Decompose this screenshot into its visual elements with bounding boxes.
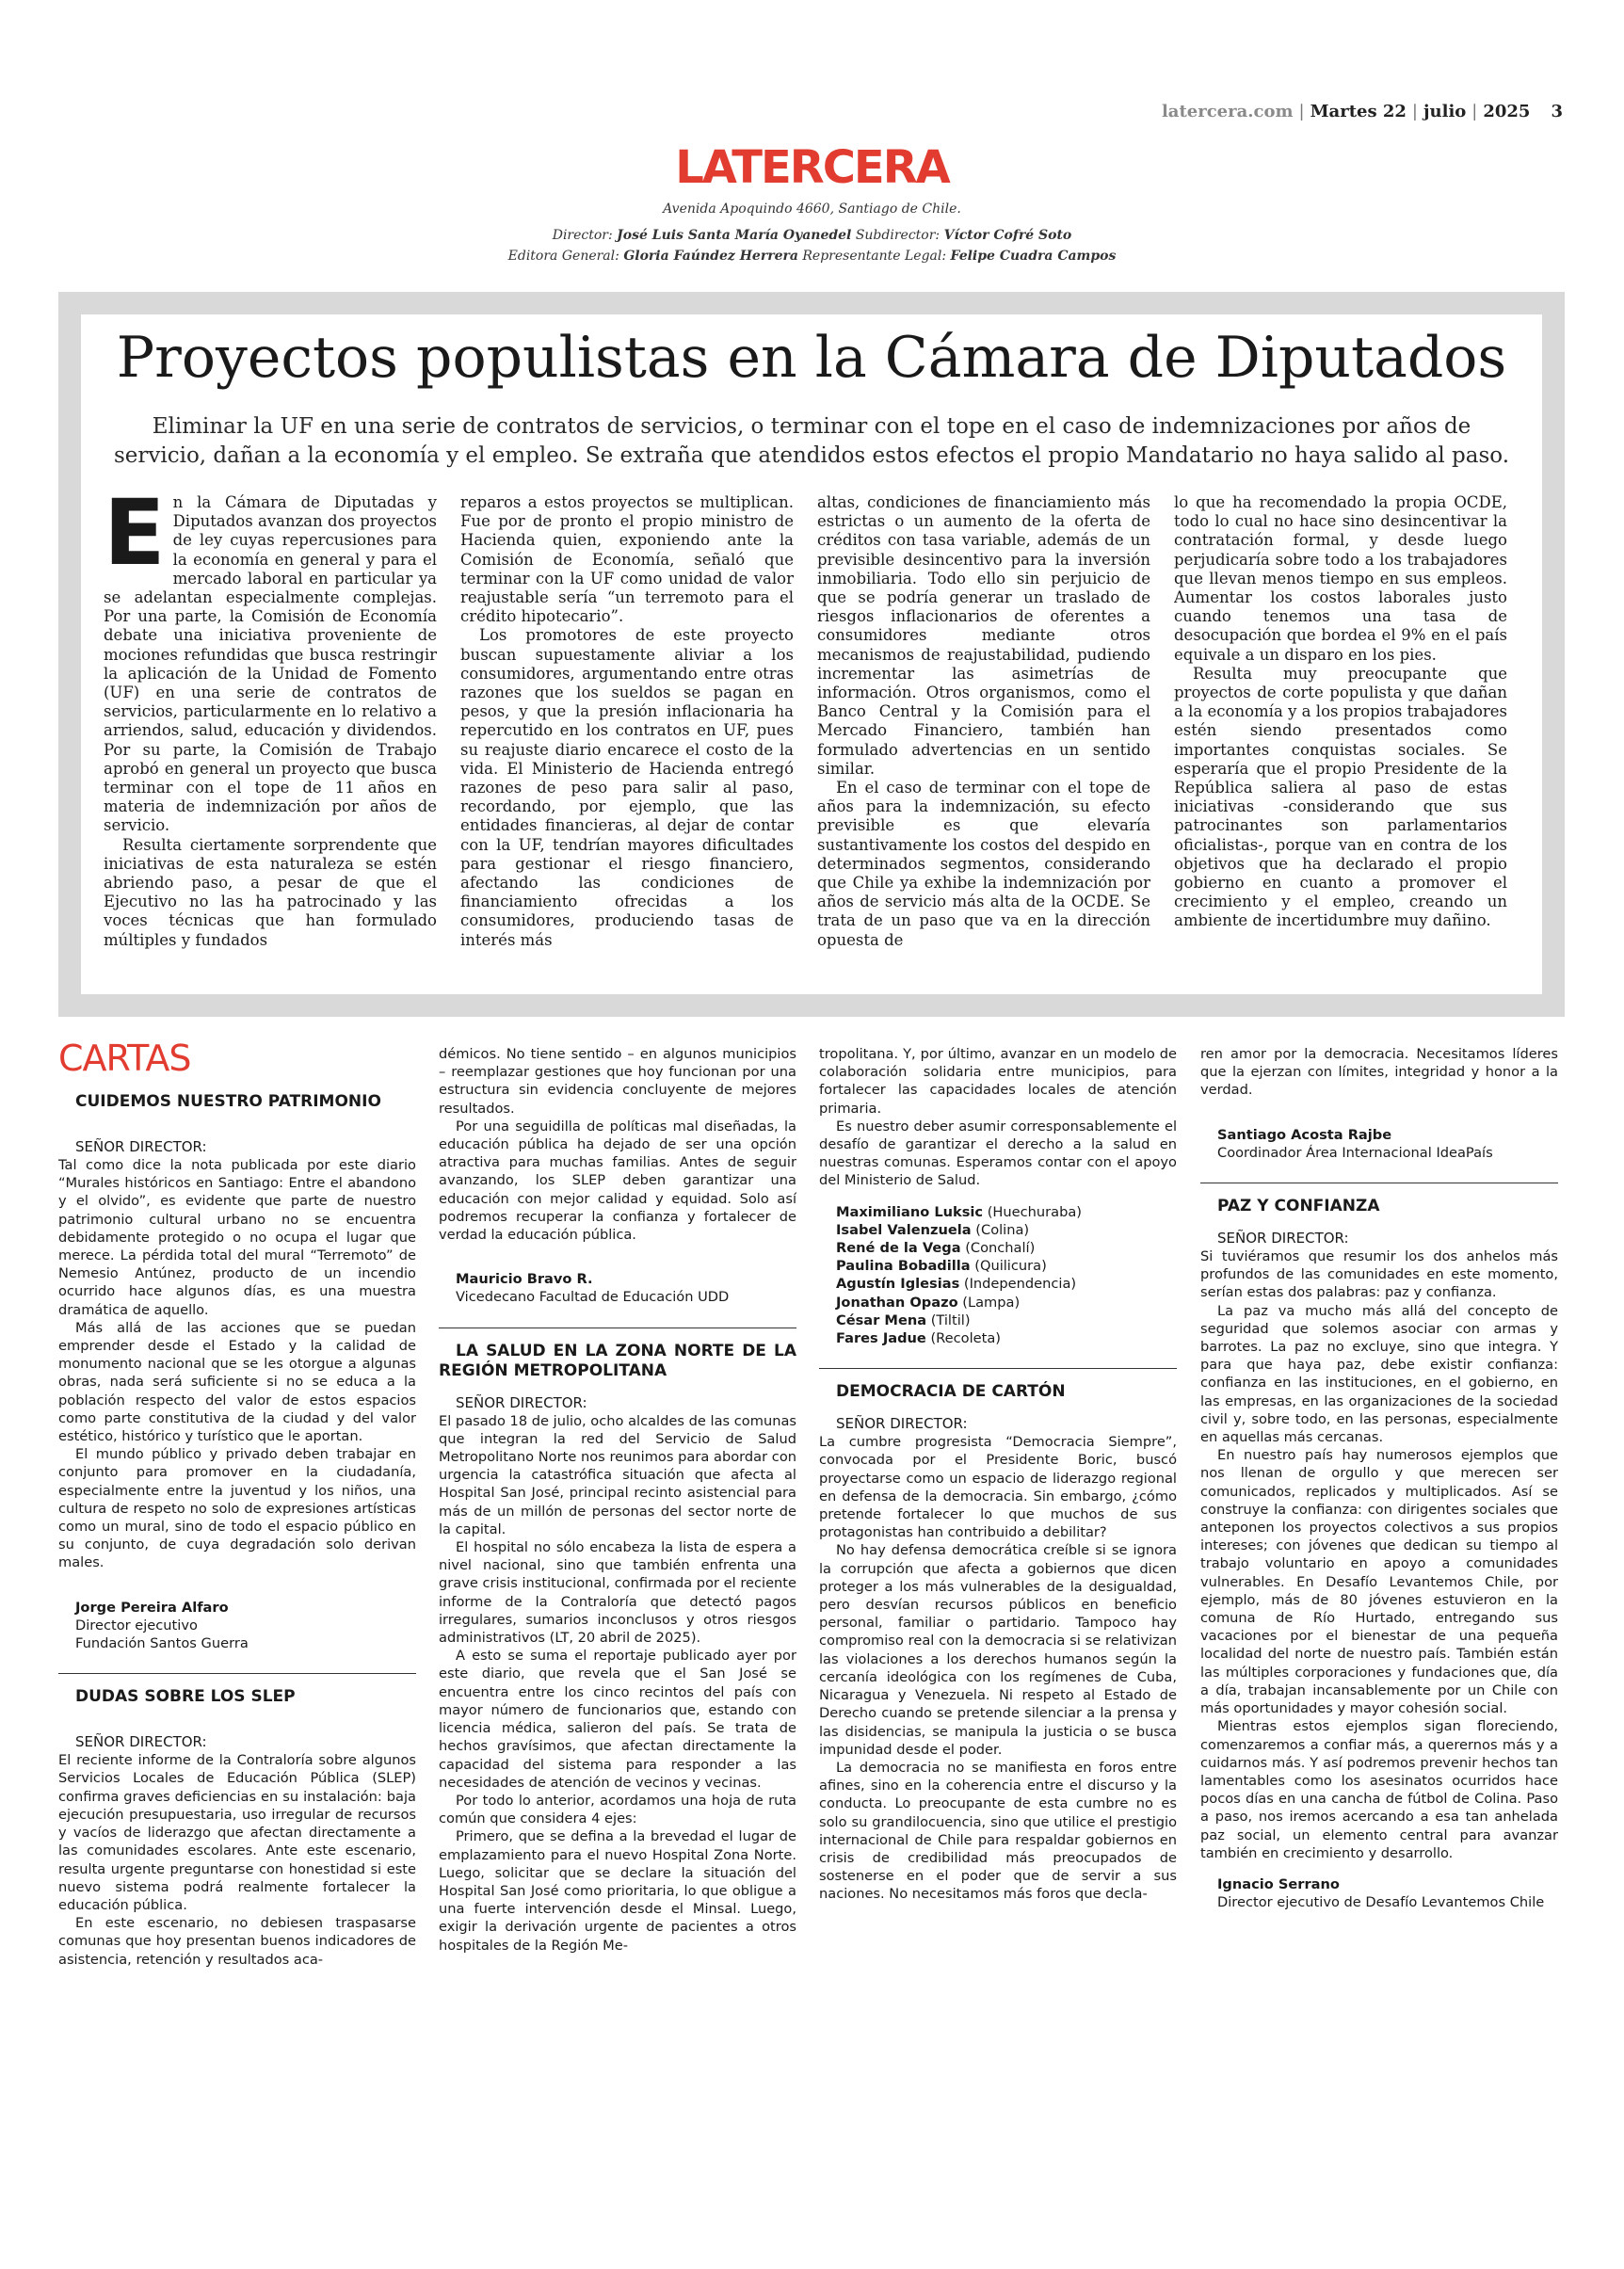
letter-salutation: SEÑOR DIRECTOR: (75, 1138, 207, 1155)
legal-name: Felipe Cuadra Campos (950, 249, 1117, 264)
editorial-paragraph: En el caso de terminar con el tope de años para la indemnización, su efecto previsible es que elevaría sustantivamente los costos del despido en determinados segmentos, considerando que Chile ya exhibe la indemnización por años de servicio más alta de la OCDE. Se trata de un paso que va en la dirección opuesta de (817, 779, 1150, 949)
letter-signer: Santiago Acosta Rajbe (1217, 1126, 1392, 1143)
signer-line: René de la Vega (Conchalí) (836, 1240, 1036, 1257)
letter-salutation: SEÑOR DIRECTOR: (1217, 1230, 1349, 1247)
letter-paragraph: Primero, que se defina a la brevedad el lugar de emplazamiento para el nuevo Hospital Zona Norte. Luego, solicitar que se declare la situación del Hospital San José como prioritaria, lo que obligue a una fuerte intervención desde el Minsal. Luego, exigir la derivación urgente de pacientes a otros hospitales de la Región Me- (439, 1828, 796, 1954)
signer-line: Agustín Iglesias (Independencia) (836, 1276, 1077, 1293)
letter-signer-role: Director ejecutivo (75, 1617, 198, 1633)
letter-title: LA SALUD EN LA ZONA NORTE DE LA REGIÓN METROPOLITANA (439, 1341, 796, 1380)
letter-title: CUIDEMOS NUESTRO PATRIMONIO (75, 1092, 381, 1111)
editorial-column-1 (104, 493, 437, 977)
letter-paragraph: démicos. No tiene sentido – en algunos municipios – reemplazar gestiones que hoy funcionan por una estructura sin evidencia concluyente de mejores resultados. (439, 1046, 796, 1117)
subdirector-label: Subdirector: (855, 228, 941, 243)
editorial-paragraph: altas, condiciones de financiamiento más estrictas o un aumento de la oferta de créditos con tasa variable, además de un previsible desincentivo para la inversión inmobiliaria. Todo ello sin perjuicio de que se podría generar un traslado de riesgos inflacionarios de oferentes a consumidores mediante otros mecanismos de reajustabilidad, pudiendo incrementar las asimetrías de información. Otros organismos, como el Banco Central y la Comisión para el Mercado Financiero, también han formulado advertencias en un sentido similar. (817, 493, 1150, 778)
letter-paragraph: El reciente informe de la Contraloría sobre algunos Servicios Locales de Educación Pública (SLEP) confirma graves deficiencias en su instalación: baja ejecución presupuestaria, uso irregular de recursos y vacíos de liderazgo que afectan directamente a las comunidades escolares. Ante este escenario, resulta urgente preguntarse con honestidad si este nuevo sistema podrá realmente fortalecer la educación pública. (58, 1752, 416, 1913)
letter-signer-role: Coordinador Área Internacional IdeaPaís (1217, 1144, 1493, 1161)
letter-paragraph: Tal como dice la nota publicada por este diario “Murales históricos en Santiago: Entre el abandono y el olvido”, es evidente que parte de nuestro patrimonio cultural urbano no se encuentra debidamente protegido o no ocupa el lugar que merece. La pérdida total del mural “Terremoto” de Nemesio Antúnez, producto de un incendio ocurrido hace algunos días, es una muestra dramática de aquello. (58, 1157, 416, 1318)
signer-line: César Mena (Tiltil) (836, 1312, 971, 1328)
letter-paragraph: Por todo lo anterior, acordamos una hoja de ruta común que considera 4 ejes: (439, 1792, 796, 1827)
letter-salutation: SEÑOR DIRECTOR: (836, 1415, 968, 1433)
editorial-title: Proyectos populistas en la Cámara de Diputados (116, 325, 1507, 391)
letter-paragraph: Si tuviéramos que resumir los dos anhelos más profundos de las comunidades en este momento, serían estas dos palabras: paz y confianza. (1200, 1248, 1558, 1301)
masthead-staff-line2 (0, 249, 1624, 264)
director-name: José Luis Santa María Oyanedel (617, 228, 852, 243)
editorial-column-4 (1174, 493, 1507, 977)
letter-paragraph: El mundo público y privado deben trabajar en conjunto para promover en la ciudadanía, especialmente entre la juventud y los niños, una cultura de respeto no solo de expresiones artísticas como un mural, sino de todo el espacio público en su conjunto, de cuya degradación solo derivan males. (58, 1446, 416, 1571)
letter-paragraph: El pasado 18 de julio, ocho alcaldes de las comunas que integran la red del Servicio de Salud Metropolitano Norte nos reunimos para abordar con urgencia la catastrófica situación que afecta al Hospital San José, principal recinto asistencial para más de un millón de personas del sector norte de la capital. (439, 1412, 796, 1537)
letter-paragraph: No hay defensa democrática creíble si se ignora la corrupción que afecta a gobiernos que dicen proteger a los más vulnerables de la desigualdad, pero desvían recursos públicos en beneficio personal, familiar o partidario. Tampoco hay compromiso real con la democracia si se relativizan las violaciones a los derechos humanos según la cercanía ideológica con los regímenes de Cuba, Nicaragua y Venezuela. Ni respeto al Estado de Derecho cuando se pretende silenciar a la prensa y las disidencias, se manipula la justicia o se busca impunidad desde el poder. (819, 1542, 1177, 1758)
letter-paragraph: La cumbre progresista “Democracia Siempre”, convocada por el Presidente Boric, buscó proyectarse como un espacio de liderazgo regional en defensa de la democracia. Sin embargo, ¿cómo pretende fortalecer lo que muchos de sus protagonistas han contribuido a debilitar? (819, 1434, 1177, 1541)
director-label: Director: (552, 228, 613, 243)
letter-paragraph: La democracia no se manifiesta en foros entre afines, sino en la coherencia entre el discurso y la conducta. Lo preocupante de esta cumbre no es solo su grandilocuencia, sino que utilice el prestigio internacional de Chile para respaldar gobiernos en crisis de credibilidad más preocupados de sostenerse en el poder que de servir a sus naciones. No necesitamos más foros que decla- (819, 1759, 1177, 1903)
site-url[interactable]: latercera.com (1161, 102, 1294, 121)
letter-paragraph: Mientras estos ejemplos sigan floreciendo, comenzaremos a confiar más, a querernos más y a cuidarnos más. Y así podremos prevenir hechos tan lamentables como los asesinatos ocurridos hace pocos días en una cancha de fútbol de Colina. Paso a paso, nos iremos acercando a esa tan anhelada paz social, un elemento central para avanzar también en crecimiento y desarrollo. (1200, 1718, 1558, 1861)
signer-line: Isabel Valenzuela (Colina) (836, 1221, 1030, 1238)
signer-line: Maximiliano Luksic (Huechuraba) (836, 1203, 1082, 1220)
signer-line: Jonathan Opazo (Lampa) (836, 1294, 1021, 1311)
letter-divider (819, 1368, 1177, 1369)
letter-signer: Jorge Pereira Alfaro (75, 1599, 229, 1616)
editorial-paragraph: Resulta muy preocupante que proyectos de corte populista y que dañan a la economía y a los propios trabajadores estén siendo presentados como importantes conquistas sociales. Se esperaría que el propio Presidente de la República saliera al paso de estas iniciativas -considerando que sus patrocinantes son parlamentarios oficialistas-, porque van en contra de los objetivos que ha declarado el propio gobierno en cuanto a promover el crecimiento y el empleo, creando un ambiente de incertidumbre muy dañino. (1174, 664, 1507, 930)
signer-line: Fares Jadue (Recoleta) (836, 1330, 1001, 1347)
letter-paragraph: En este escenario, no debiesen traspasarse comunas que hoy presentan buenos indicadores de asistencia, retención y resultados aca- (58, 1915, 416, 1968)
letter-paragraph: tropolitana. Y, por último, avanzar en un modelo de colaboración solidaria entre municipios, para fortalecer las capacidades locales de atención primaria. (819, 1046, 1177, 1117)
editorial-paragraph: En la Cámara de Diputadas y Diputados avanzan dos proyectos de ley cuyas repercusiones para la economía en general y para el mercado laboral en particular ya se adelantan especialmente complejas. Por una parte, la Comisión de Economía debate una iniciativa proveniente de mociones refundidas que busca restringir la aplicación de la Unidad de Fomento (UF) en una serie de contratos de servicios, particularmente en lo relativo a arriendos, salud, educación y dividendos. Por su parte, la Comisión de Trabajo aprobó en general un proyecto que busca terminar con el tope de 11 años en materia de indemnización por años de servicio. (104, 493, 437, 835)
letter-divider (58, 1673, 416, 1674)
letter-signer-org: Fundación Santos Guerra (75, 1635, 249, 1652)
legal-label: Representante Legal: (802, 249, 947, 264)
letter-paragraph: ren amor por la democracia. Necesitamos líderes que la ejerzan con límites, integridad y honor a la verdad. (1200, 1046, 1558, 1099)
letter-paragraph: Más allá de las acciones que se puedan emprender desde el Estado y la calidad de monumento nacional que se les otorgue a algunas obras, nada será suficiente si no se educa a la población respecto del valor de estos espacios como parte constitutiva de la ciudad y del valor estético, histórico y turístico que le aportan. (58, 1319, 416, 1445)
letter-paragraph: Por una seguidilla de políticas mal diseñadas, la educación pública ha dejado de ser una opción atractiva para muchas familias. Antes de seguir avanzando, los SLEP deben garantizar una educación con mejor calidad y equidad. Solo así podremos recuperar la confianza y fortalecer de verdad la educación pública. (439, 1118, 796, 1244)
letters-column-4 (1200, 1045, 1558, 2222)
newspaper-logo: LATERCERA (675, 141, 949, 194)
masthead-address: Avenida Apoquindo 4660, Santiago de Chile. (663, 201, 961, 217)
editorial-column-3 (817, 493, 1150, 977)
drop-cap: E (104, 493, 166, 586)
cartas-section-title: CARTAS (58, 1038, 191, 1079)
letter-paragraph: El hospital no sólo encabeza la lista de espera a nivel nacional, sino que también enfrenta una grave crisis institucional, confirmada por el reciente informe de la Contraloría que detectó pagos irregulares, sumarios inconclusos y otros riesgos administrativos (LT, 20 abril de 2025). (439, 1539, 796, 1647)
date-month: julio (1423, 102, 1467, 121)
letter-signer: Ignacio Serrano (1217, 1875, 1340, 1892)
page-number: 3 (1551, 102, 1563, 121)
editorial-paragraph: Resulta ciertamente sorprendente que iniciativas de esta naturaleza se estén abriendo paso, a pesar de que el Ejecutivo no las ha patrocinado y las voces técnicas que han formulado múltiples y fundados (104, 835, 437, 949)
masthead-staff-line1 (0, 228, 1624, 243)
page-header: latercera.com | Martes 22 | julio | 2025 3 (1161, 102, 1563, 121)
date-weekday: Martes 22 (1310, 102, 1407, 121)
editorial-paragraph: lo que ha recomendado la propia OCDE, todo lo cual no hace sino desincentivar la contratación formal, y desde luego perjudicaría sobre todo a los trabajadores que llevan menos tiempo en sus empleos. Aumentar los costos laborales justo cuando tenemos una tasa de desocupación que bordea el 9% en el país equivale a un disparo en los pies. (1174, 493, 1507, 664)
signer-line: Paulina Bobadilla (Quilicura) (836, 1258, 1047, 1275)
letter-salutation: SEÑOR DIRECTOR: (456, 1393, 587, 1411)
letter-paragraph: A esto se suma el reportaje publicado ayer por este diario, que revela que el San José se encuentra entre los cinco recintos del país con mayor número de funcionarios que, estando con licencia médica, salieron del país. Se trata de hechos gravísimos, que afectan directamente la capacidad del sistema para responder a las necesidades de atención de vecinos y vecinas. (439, 1648, 796, 1791)
subdirector-name: Víctor Cofré Soto (943, 228, 1072, 243)
letters-column-1 (58, 1092, 416, 2269)
editor-name: Gloria Faúndez Herrera (623, 249, 798, 264)
editorial-column-2 (460, 493, 794, 977)
letter-signer-role: Vicedecano Facultad de Educación UDD (456, 1289, 730, 1306)
editorial-paragraph: Los promotores de este proyecto buscan supuestamente aliviar a los consumidores, argumentando entre otras razones que los sueldos se pagan en pesos, y que la presión inflacionaria ha repercutido en los contratos en UF, pues su reajuste diario encarece el costo de la vida. El Ministerio de Hacienda entregó razones de peso para salir al paso, recordando, por ejemplo, que las entidades financieras, al dejar de contar con la UF, tendrían mayores dificultades para gestionar el riesgo financiero, afectando las condiciones de financiamiento ofrecidas a los consumidores, produciendo tasas de interés más (460, 626, 794, 949)
letter-paragraph: La paz va mucho más allá del concepto de seguridad que solemos asociar con armas y barrotes. La paz no excluye, sino que integra. Y para que haya paz, debe existir confianza: confianza en las instituciones, en el gobierno, en las empresas, en las organizaciones de la sociedad civil y, sobre todo, en las personas, especialmente en aquellas más cercanas. (1200, 1302, 1558, 1446)
editor-label: Editora General: (507, 249, 619, 264)
letter-title: DUDAS SOBRE LOS SLEP (75, 1687, 296, 1707)
letter-signer: Mauricio Bravo R. (456, 1271, 593, 1288)
letter-paragraph: En nuestro país hay numerosos ejemplos que nos llenan de orgullo y que merecen ser comunicados, replicados y multiplicados. Así se construye la confianza: con dirigentes sociales que anteponen los proyectos colectivos a sus propios intereses; con jóvenes que dedican su tiempo al trabajo voluntario en apoyo a comunidades vulnerables. En Desafío Levantemos Chile, por ejemplo, más de 80 jóvenes estuvieron en la comuna de Río Hurtado, entregando sus vacaciones por el bienestar de una pequeña localidad del norte de nuestro país. También están las múltiples corporaciones y fundaciones que, día a día, trabajan incansablemente por un Chile con más oportunidades y mayor cohesión social. (1200, 1447, 1558, 1717)
letter-paragraph: Es nuestro deber asumir corresponsablemente el desafío de garantizar el derecho a la salud en nuestras comunas. Esperamos contar con el apoyo del Ministerio de Salud. (819, 1118, 1177, 1189)
letter-title: PAZ Y CONFIANZA (1217, 1197, 1380, 1216)
letter-title: DEMOCRACIA DE CARTÓN (836, 1382, 1066, 1402)
editorial-paragraph: reparos a estos proyectos se multiplican. Fue por de pronto el propio ministro de Hacienda quien, exponiendo ante la Comisión de Economía, señaló que terminar con la UF como unidad de valor reajustable sería “un terremoto para el crédito hipotecario”. (460, 493, 794, 626)
editorial-subtitle: Eliminar la UF en una serie de contratos de servicios, o terminar con el tope en el caso de indemnizaciones por años de servicio, dañan a la economía y el empleo. Se extraña que atendidos estos efectos el propio Mandatario no haya salido al paso. (113, 414, 1510, 468)
letter-signer-role: Director ejecutivo de Desafío Levantemos Chile (1217, 1894, 1545, 1911)
letters-column-3 (819, 1045, 1177, 2222)
letters-column-2 (439, 1045, 796, 2222)
letter-salutation: SEÑOR DIRECTOR: (75, 1733, 207, 1751)
date-year: 2025 (1483, 102, 1531, 121)
